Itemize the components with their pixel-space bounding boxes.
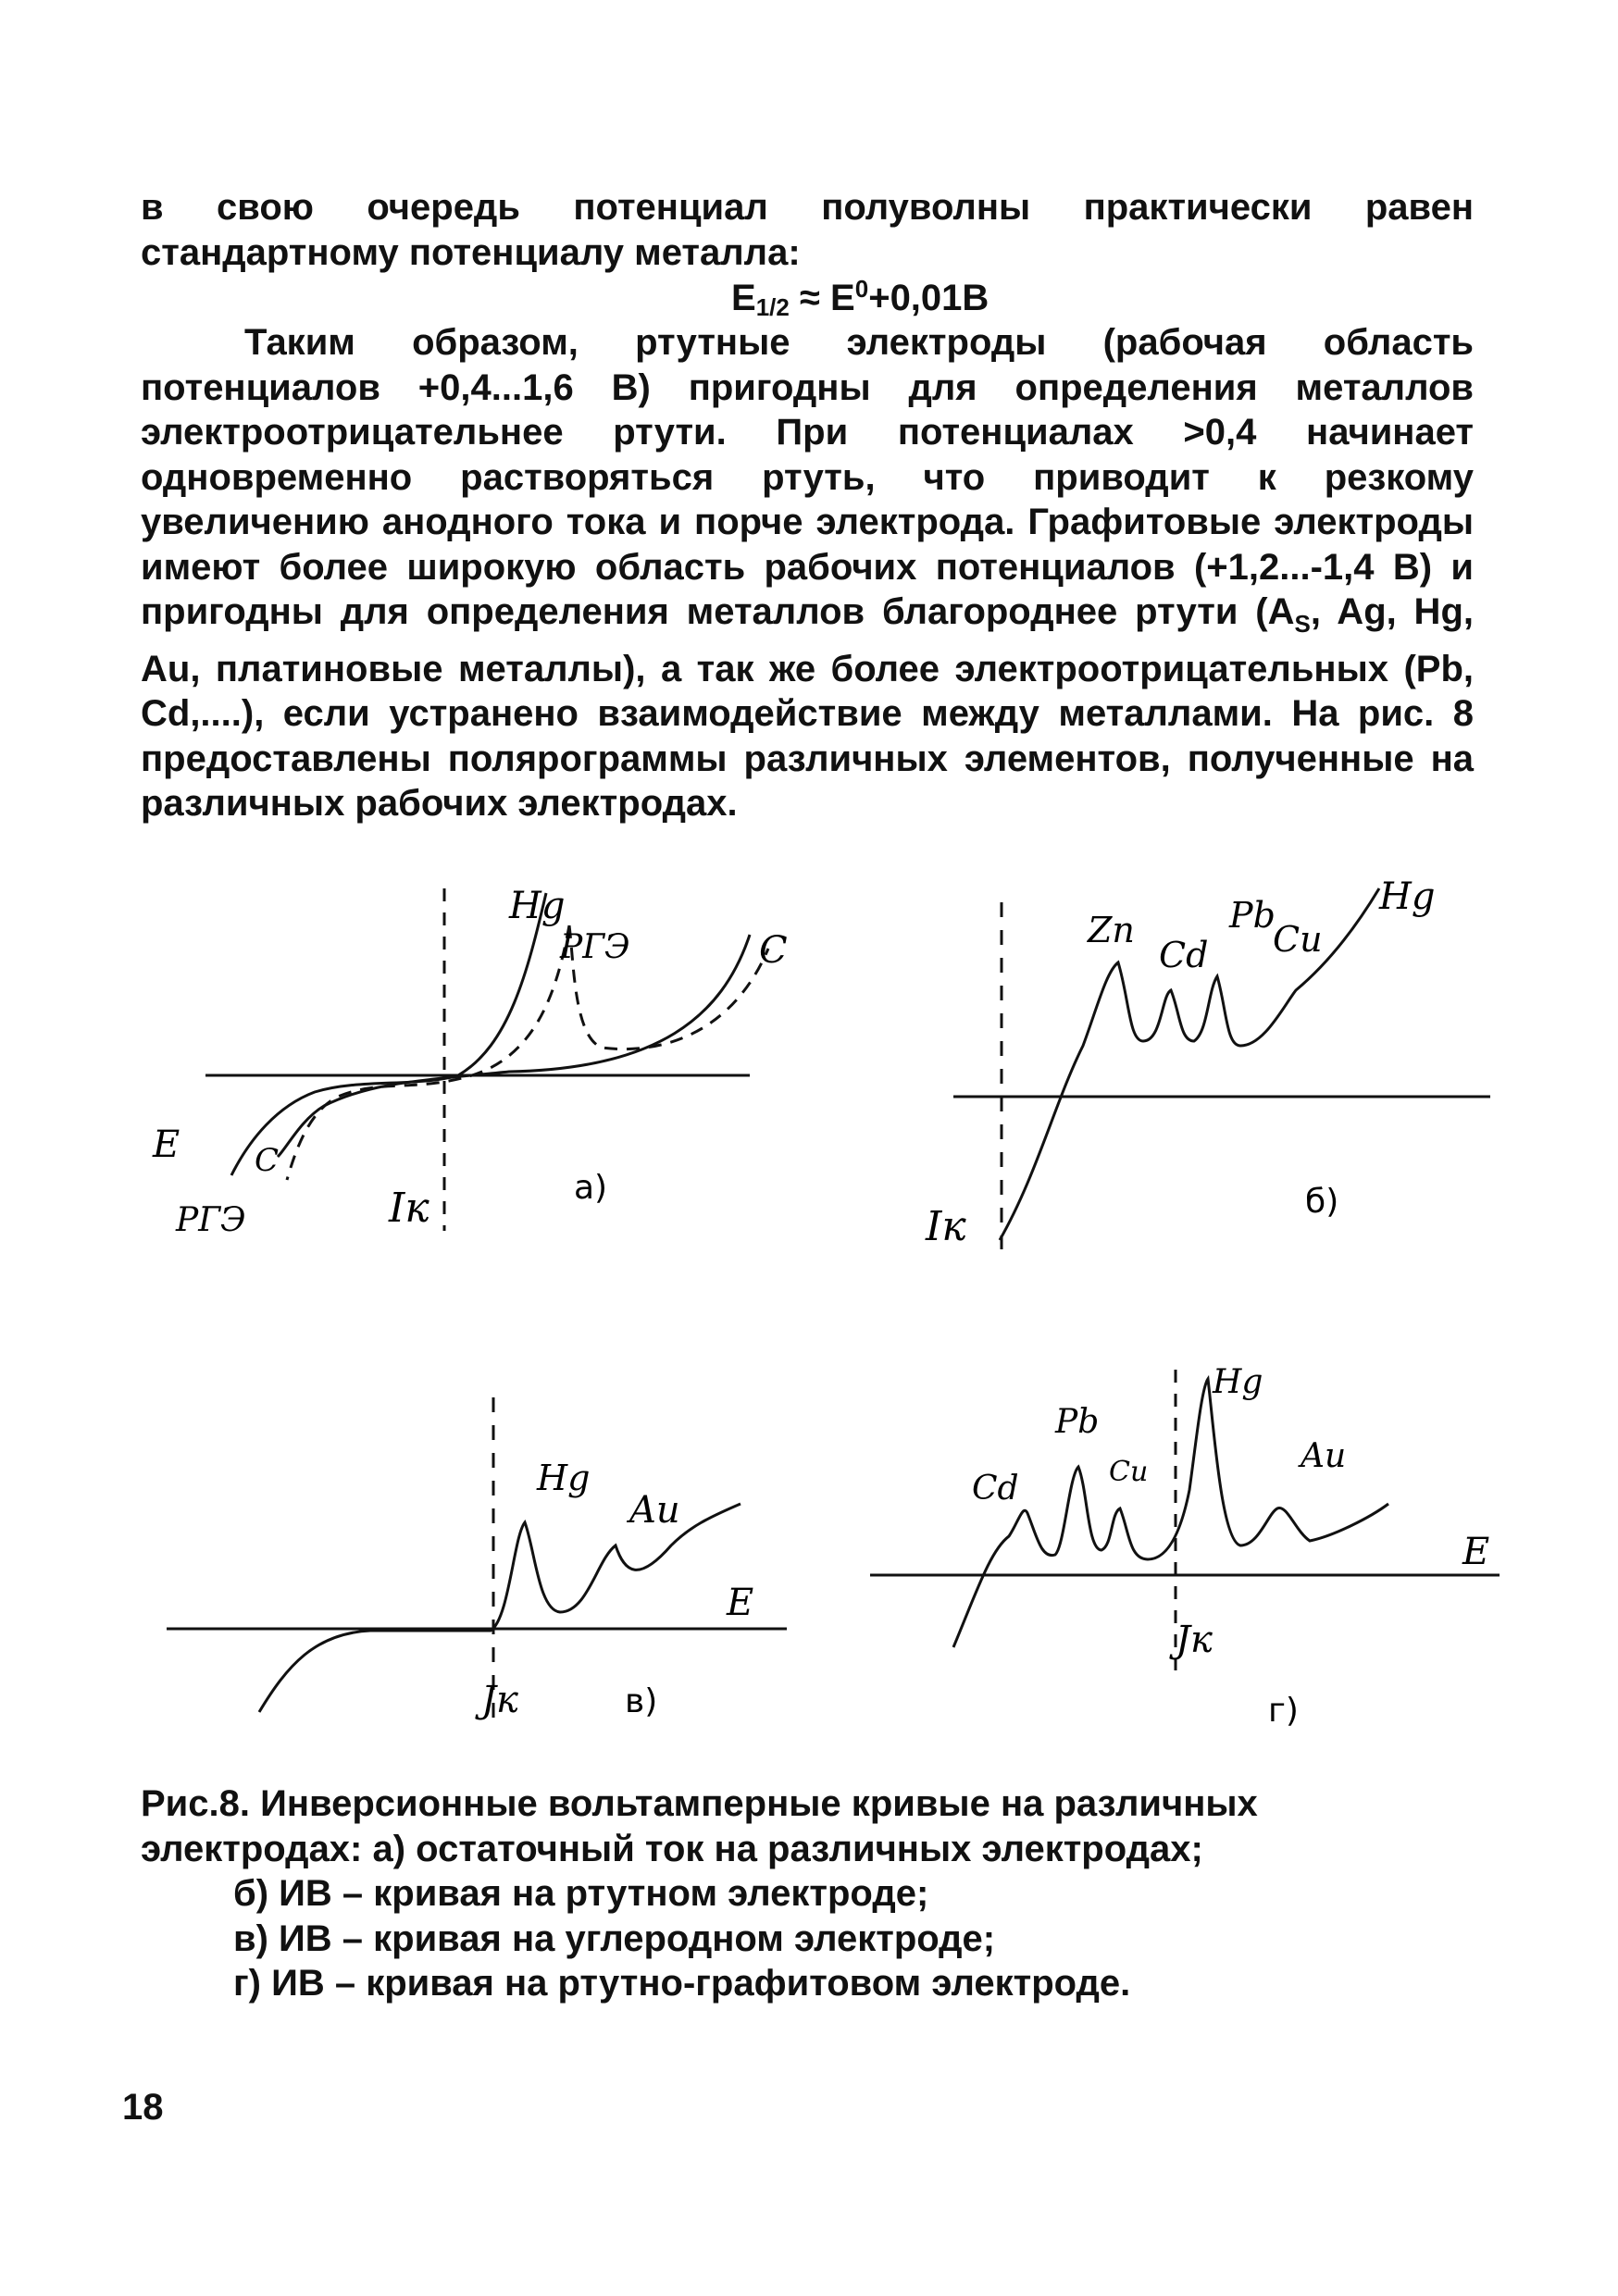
- figure-a: [139, 861, 787, 1268]
- paragraph-2-part1: Таким образом, ртутные электроды (рабочая область потенциалов +0,4...1,6 В) пригодны для определения металлов электроотрицательнее ртути. При потенциалах >0,4 начинает одновременно растворяться ртуть, что приводит к резкому увеличению анодного тока и порче электрода. Графитовые электроды имеют более широкую область рабочих потенциалов (+1,2...-1,4 В) и пригодны для определения металлов благороднее ртути (A: [141, 322, 1474, 632]
- fig-b-panel-label: б): [1305, 1183, 1339, 1221]
- fig-v-label-hg: Hg: [537, 1458, 591, 1498]
- fig-a-curve-c: [278, 935, 750, 1157]
- fig-b-label-cd: Cd: [1159, 935, 1209, 975]
- figure-caption: [141, 1781, 1474, 2006]
- fig-g-label-cu: Cu: [1109, 1456, 1149, 1488]
- figure-g: [870, 1351, 1509, 1740]
- fig-a-panel-label: а): [574, 1169, 608, 1207]
- fig-a-label-hg: Hg: [509, 885, 566, 927]
- fig-g-axis-label: Jк: [1176, 1619, 1213, 1661]
- formula-lhs-sub: 1/2: [755, 293, 790, 321]
- caption-line-3: в) ИВ – кривая на углеродном электроде;: [233, 1917, 996, 1959]
- paragraph-1: [141, 185, 1474, 275]
- fig-g-label-cd: Cd: [972, 1470, 1019, 1508]
- figure-b: [898, 861, 1490, 1268]
- fig-v-label-au: Au: [629, 1489, 680, 1532]
- paragraph-2-sub: S: [1294, 610, 1311, 638]
- fig-b-label-zn: Zn: [1088, 910, 1135, 950]
- page-number: 18: [122, 2087, 164, 2128]
- formula-lhs: E: [731, 278, 756, 318]
- fig-a-curve-hg: [231, 893, 546, 1175]
- caption-line-2: б) ИВ – кривая на ртутном электроде;: [233, 1873, 929, 1914]
- figure-v: [157, 1370, 805, 1740]
- fig-g-label-e: E: [1462, 1531, 1490, 1573]
- caption-line-4: г) ИВ – кривая на ртутно-графитовом электроде.: [233, 1963, 1131, 2004]
- fig-a-label-rge2: РГЭ: [176, 1201, 246, 1239]
- fig-v-axis-label: Jк: [481, 1679, 518, 1721]
- fig-g-label-pb: Pb: [1055, 1403, 1100, 1441]
- fig-v-panel-label: в): [625, 1682, 658, 1720]
- formula-rest: +0,01В: [868, 278, 989, 318]
- fig-g-curve: [953, 1379, 1388, 1647]
- fig-b-label-pb: Pb: [1229, 895, 1276, 936]
- paragraph-2: [141, 320, 1474, 826]
- formula-rhs-sup: 0: [854, 275, 869, 303]
- paragraph-2-text: [141, 320, 1474, 826]
- caption-line-1: Рис.8. Инверсионные вольтамперные кривые на различных электродах: а) остаточный ток на различных электродах;: [141, 1783, 1258, 1869]
- paragraph-2-part2: , Ag, Hg, Au, платиновые металлы), а так же более электроотрицательных (Pb, Cd,....), если устранено взаимодействие между металлами. На рис. 8 предоставлены полярограммы различных элементов, полученные на различных рабочих электродах.: [141, 591, 1474, 824]
- fig-g-panel-label: г): [1268, 1692, 1299, 1730]
- fig-a-label-c: C: [759, 929, 788, 972]
- fig-b-axis-label: Iк: [926, 1203, 966, 1250]
- formula-approx: ≈: [799, 278, 820, 318]
- formula-rhs: E: [830, 278, 855, 318]
- fig-g-label-hg: Hg: [1213, 1363, 1263, 1401]
- fig-a-label-c2: C: [255, 1142, 280, 1179]
- fig-a-label-e: E: [153, 1123, 180, 1166]
- fig-b-label-cu: Cu: [1273, 919, 1323, 960]
- formula: [731, 275, 989, 322]
- fig-g-label-au: Au: [1301, 1437, 1347, 1475]
- paragraph-1-text: в свою очередь потенциал полуволны практически равен стандартному потенциалу металла:: [141, 187, 1474, 273]
- fig-a-label-rge: РГЭ: [560, 928, 630, 966]
- fig-a-axis-label: Iк: [389, 1185, 429, 1232]
- fig-v-label-e: E: [727, 1582, 754, 1624]
- fig-b-label-hg: Hg: [1379, 875, 1436, 918]
